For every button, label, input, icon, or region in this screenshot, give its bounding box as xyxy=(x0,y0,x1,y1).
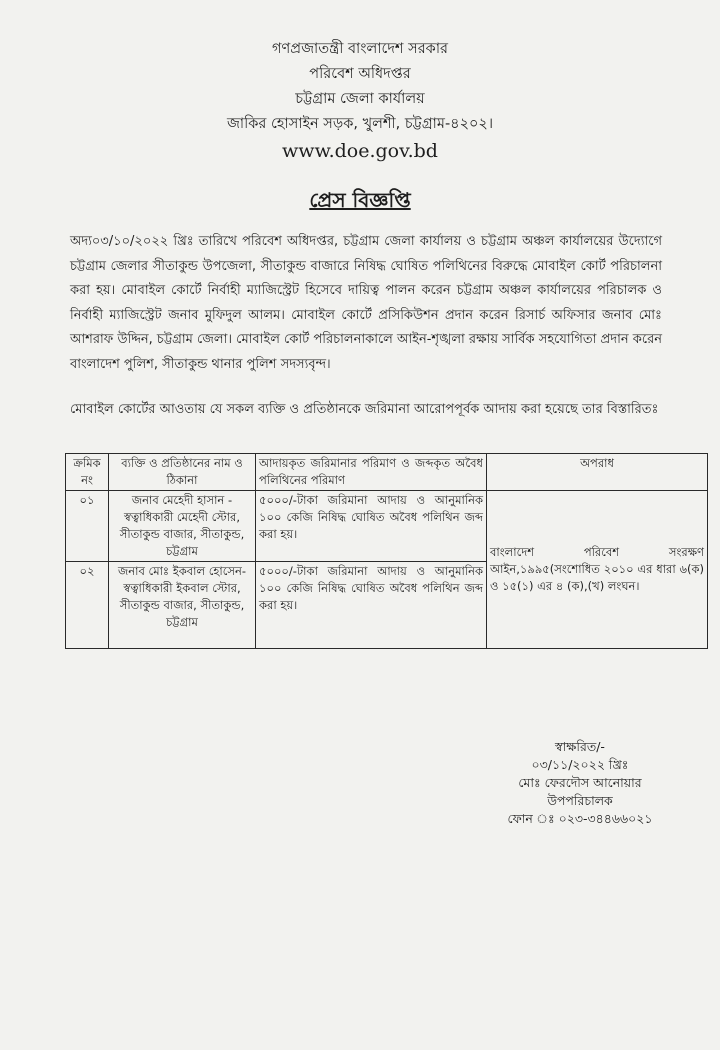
header-serial: ক্রমিক নং xyxy=(66,454,109,491)
row-name-address: জনাব মোঃ ইকবাল হোসেন-স্বত্বাধিকারী ইকবাল স্টোর, সীতাকুন্ড বাজার, সীতাকুন্ড, চট্টগ্রাম xyxy=(109,562,256,649)
body-paragraph-1: অদ্য০৩/১০/২০২২ খ্রিঃ তারিখে পরিবেশ অধিদপ্তর, চট্টগ্রাম জেলা কার্যালয় ও চট্টগ্রাম অঞ্চল কার্যালয়ের উদ্যোগে চট্টগ্রাম জেলার সীতাকুন্ড উপজেলা, সীতাকুন্ড বাজারে নিষিদ্ধ ঘোষিত পলিথিনের বিরুদ্ধে মোবাইল কোর্ট পরিচালনা করা হয়। মোবাইল কোর্টে নির্বাহী ম্যাজিস্ট্রেট হিসেবে দায়িত্ব পালন করেন চট্টগ্রাম অঞ্চল কার্যালয়ের পরিচালক ও নির্বাহী ম্যাজিস্ট্রেট জনাব মুফিদুল আলম। মোবাইল কোর্টে প্রসিকিউশন প্রদান করেন রিসার্চ অফিসার জনাব মোঃ আশরাফ উদ্দিন, চট্টগ্রাম জেলা। মোবাইল কোর্ট পরিচালনাকালে আইন-শৃঙ্খলা রক্ষায় সার্বিক সহযোগিতা প্রদান করেন বাংলাদেশ পুলিশ, সীতাকুন্ড থানার পুলিশ সদস্যবৃন্দ। xyxy=(70,234,662,372)
department-name: পরিবেশ অধিদপ্তর xyxy=(309,66,411,82)
website-link[interactable]: www.doe.gov.bd xyxy=(282,140,438,162)
header-name-address: ব্যক্তি ও প্রতিষ্ঠানের নাম ও ঠিকানা xyxy=(109,454,256,491)
row-serial: ০২ xyxy=(66,562,109,649)
offense-cell: বাংলাদেশ পরিবেশ সংরক্ষণ আইন,১৯৯৫(সংশোধিত ২০১০ এর ধারা ৬(ক) ও ১৫(১) এর ৪ (ক),(খ) লংঘন। xyxy=(487,491,708,649)
signatory-phone: ফোন ঃ ০২৩-৩৪৪৬৬০২১ xyxy=(507,811,653,826)
row-fine: ৫০০০/-টাকা জরিমানা আদায় ও আনুমানিক ১০০ কেজি নিষিদ্ধ ঘোষিত অবৈধ পলিথিন জব্দ করা হয়। xyxy=(256,562,487,649)
signature-block xyxy=(470,738,690,828)
fines-table xyxy=(65,453,708,649)
table-row xyxy=(66,491,708,562)
office-address: জাকির হোসাইন সড়ক, খুলশী, চট্টগ্রাম-৪২০২। xyxy=(226,116,494,132)
signature-date: ০৩/১১/২০২২ খ্রিঃ xyxy=(531,757,629,772)
signed-text: স্বাক্ষরিত/- xyxy=(555,739,605,754)
body-paragraph-2: মোবাইল কোর্টের আওতায় যে সকল ব্যক্তি ও প্রতিষ্ঠানকে জরিমানা আরোপপূর্বক আদায় করা হয়েছে তার বিস্তারিতঃ xyxy=(70,402,659,417)
office-name: চট্টগ্রাম জেলা কার্যালয় xyxy=(295,91,425,107)
header-fine: আদায়কৃত জরিমানার পরিমাণ ও জব্দকৃত অবৈধ পলিথিনের পরিমাণ xyxy=(256,454,487,491)
header-offense: অপরাধ xyxy=(487,454,708,491)
row-serial: ০১ xyxy=(66,491,109,562)
govt-name: গণপ্রজাতন্ত্রী বাংলাদেশ সরকার xyxy=(271,41,448,57)
signatory-designation: উপপরিচালক xyxy=(547,793,613,808)
signatory-name: মোঃ ফেরদৌস আনোয়ার xyxy=(518,775,642,790)
page-title: প্রেস বিজ্ঞপ্তি xyxy=(309,188,411,212)
table-header-row xyxy=(66,454,708,491)
row-fine: ৫০০০/-টাকা জরিমানা আদায় ও আনুমানিক ১০০ কেজি নিষিদ্ধ ঘোষিত অবৈধ পলিথিন জব্দ করা হয়। xyxy=(256,491,487,562)
row-name-address: জনাব মেহেদী হাসান - স্বত্বাধিকারী মেহেদী স্টোর, সীতাকুন্ড বাজার, সীতাকুন্ড, চট্টগ্রাম xyxy=(109,491,256,562)
